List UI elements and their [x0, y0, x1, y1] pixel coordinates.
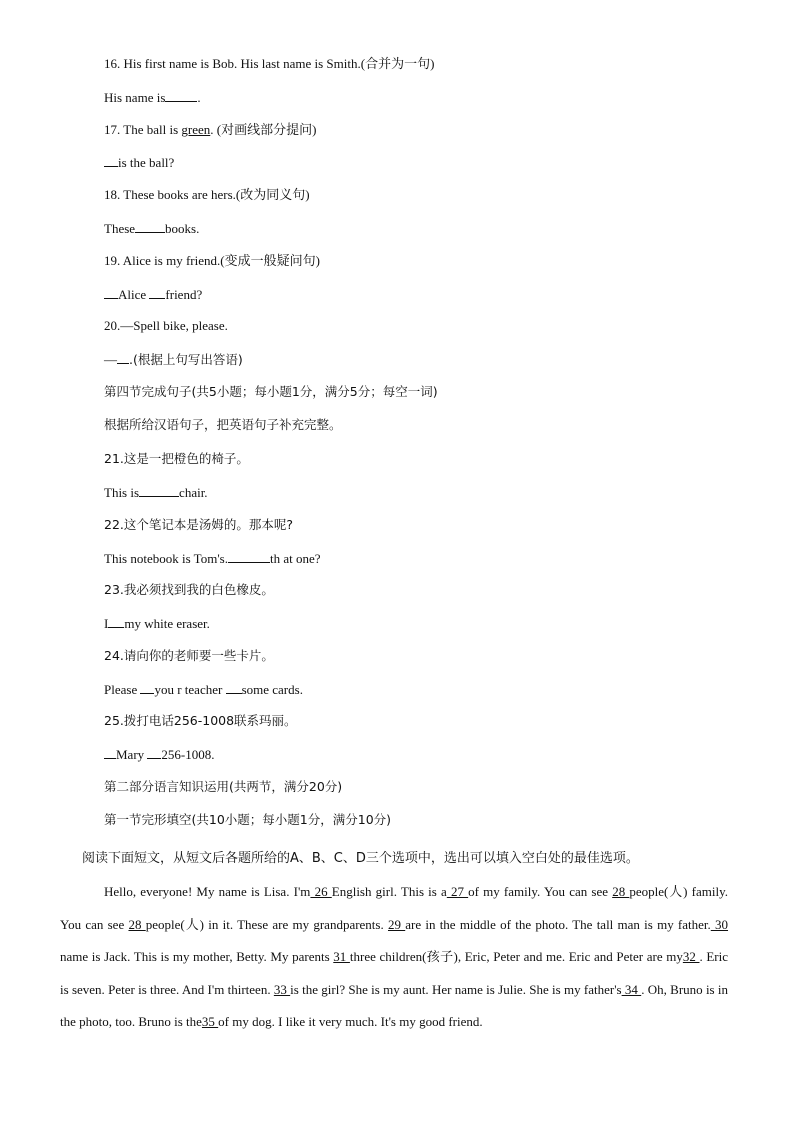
answer-17-tail: is the ball?	[118, 155, 175, 170]
passage-text: of my dog. I like it very much. It's my good friend.	[218, 1014, 483, 1029]
answer-18-lead: These	[104, 221, 136, 236]
question-19-prompt	[104, 253, 320, 269]
blank-28-repeat[interactable]: 28	[128, 916, 146, 932]
question-16-prompt	[104, 56, 434, 72]
answer-17-blank[interactable]	[104, 154, 118, 167]
item-23-blank[interactable]	[108, 615, 124, 628]
blank-26[interactable]: 26	[310, 884, 332, 899]
question-16-answer	[104, 89, 201, 106]
answer-19-tail: friend?	[165, 287, 203, 302]
item-21-chinese: 21.这是一把橙色的椅子。	[104, 451, 249, 466]
question-17-text: 17. The ball is	[104, 122, 182, 137]
answer-19-blank-2[interactable]	[149, 286, 165, 299]
passage-text: English girl. This is a	[331, 884, 447, 899]
blank-32[interactable]: 32	[682, 949, 700, 964]
question-17-instruction: . (对画线部分提问)	[210, 122, 317, 137]
answer-18-tail: books.	[165, 221, 200, 236]
item-25-english	[104, 746, 215, 763]
item-25-mid: Mary	[116, 747, 148, 762]
question-17-underlined: green	[181, 122, 211, 137]
blank-33[interactable]: 33	[273, 981, 291, 997]
question-20-text: 20.—Spell bike, please.	[104, 318, 228, 333]
part-2-section-1-heading: 第一节完形填空(共10小题；每小题1分，满分10分)	[104, 812, 392, 827]
answer-19-mid: Alice	[118, 287, 150, 302]
answer-16-blank[interactable]	[165, 89, 197, 102]
blank-35[interactable]: 35	[201, 1014, 219, 1029]
cloze-instruction: 阅读下面短文，从短文后各题所给的A、B、C、D三个选项中，选出可以填入空白处的最佳选项。	[82, 851, 639, 866]
answer-19-blank-1[interactable]	[104, 286, 118, 299]
blank-29[interactable]: 29	[387, 916, 406, 932]
item-22-tail: th at one?	[269, 551, 321, 566]
answer-16-tail: .	[197, 90, 201, 105]
question-19-answer	[104, 286, 202, 303]
question-17-prompt	[104, 122, 316, 138]
item-21-english	[104, 484, 208, 501]
item-22-lead: This notebook is Tom's.	[104, 551, 228, 566]
question-17-answer	[104, 154, 174, 171]
item-24-english	[104, 681, 303, 698]
question-18-prompt	[104, 187, 310, 203]
item-23-tail: my white eraser.	[124, 616, 210, 631]
item-23-english	[104, 615, 210, 632]
item-21-lead: This is	[104, 485, 140, 500]
passage-text: . Oh, Bruno is in the photo, too. Bruno is the	[60, 981, 729, 1029]
item-25-chinese: 25.拨打电话256-1008联系玛丽。	[104, 713, 297, 728]
answer-20-lead: —	[104, 352, 117, 367]
passage-text: people(人) in it. These are my grandparents.	[145, 916, 388, 932]
section-4-instruction: 根据所给汉语句子，把英语句子补充完整。	[104, 417, 342, 432]
item-24-blank-1[interactable]	[140, 681, 154, 694]
blank-30[interactable]: 30	[710, 916, 729, 932]
question-18-text: 18. These books are hers.(改为同义句)	[104, 187, 310, 202]
question-18-answer	[104, 220, 199, 237]
blank-28[interactable]: 28	[612, 884, 630, 899]
item-22-blank[interactable]	[228, 550, 270, 563]
item-24-blank-2[interactable]	[226, 681, 242, 694]
blank-31[interactable]: 31	[333, 949, 350, 964]
passage-text: name is Jack. This is my mother, Betty. My parents	[60, 949, 334, 964]
passage-text: of my family. You can see	[468, 884, 613, 899]
question-16-text: 16. His first name is Bob. His last name is Smith.(合并为一句)	[104, 56, 435, 71]
answer-18-blank[interactable]	[135, 220, 165, 233]
passage-text: is the girl? She is my aunt. Her name is Julie. She is my father's	[290, 981, 622, 997]
part-2-heading: 第二部分语言知识运用(共两节，满分20分)	[104, 779, 343, 794]
item-25-blank-1[interactable]	[104, 746, 116, 759]
passage-text: three children(孩子), Eric, Peter and me. Eric and Peter are my	[349, 949, 683, 964]
item-24-chinese: 24.请向你的老师要一些卡片。	[104, 648, 274, 663]
item-25-blank-2[interactable]	[147, 746, 161, 759]
question-20-answer	[104, 351, 243, 368]
item-24-mid: you r teacher	[154, 682, 226, 697]
item-21-tail: chair.	[179, 485, 208, 500]
blank-34[interactable]: 34	[621, 981, 642, 997]
blank-27[interactable]: 27	[446, 884, 469, 899]
item-23-chinese: 23.我必须找到我的白色橡皮。	[104, 582, 274, 597]
question-20-prompt	[104, 318, 228, 334]
section-4-heading: 第四节完成句子(共5小题；每小题1分，满分5分；每空一词)	[104, 384, 438, 399]
answer-20-blank[interactable]	[117, 351, 129, 364]
item-22-chinese: 22.这个笔记本是汤姆的。那本呢?	[104, 517, 294, 532]
question-19-text: 19. Alice is my friend.(变成一般疑问句)	[104, 253, 320, 268]
cloze-passage	[60, 876, 728, 1039]
item-21-blank[interactable]	[139, 484, 179, 497]
passage-text: . Eric is seven. Peter is three. And I'm thirteen.	[60, 949, 729, 997]
passage-text: are in the middle of the photo. The tall man is my father.	[405, 916, 711, 932]
item-24-tail: some cards.	[241, 682, 303, 697]
passage-text: Hello, everyone! My name is Lisa. I'm	[104, 884, 311, 899]
passage-text: people(人) family. You can see	[60, 884, 729, 932]
item-22-english	[104, 550, 321, 567]
item-24-lead: Please	[104, 682, 141, 697]
item-23-lead: I	[104, 616, 109, 631]
answer-20-instruction: .(根据上句写出答语)	[129, 352, 243, 367]
item-25-tail: 256-1008.	[161, 747, 215, 762]
answer-16-lead: His name is	[104, 90, 166, 105]
